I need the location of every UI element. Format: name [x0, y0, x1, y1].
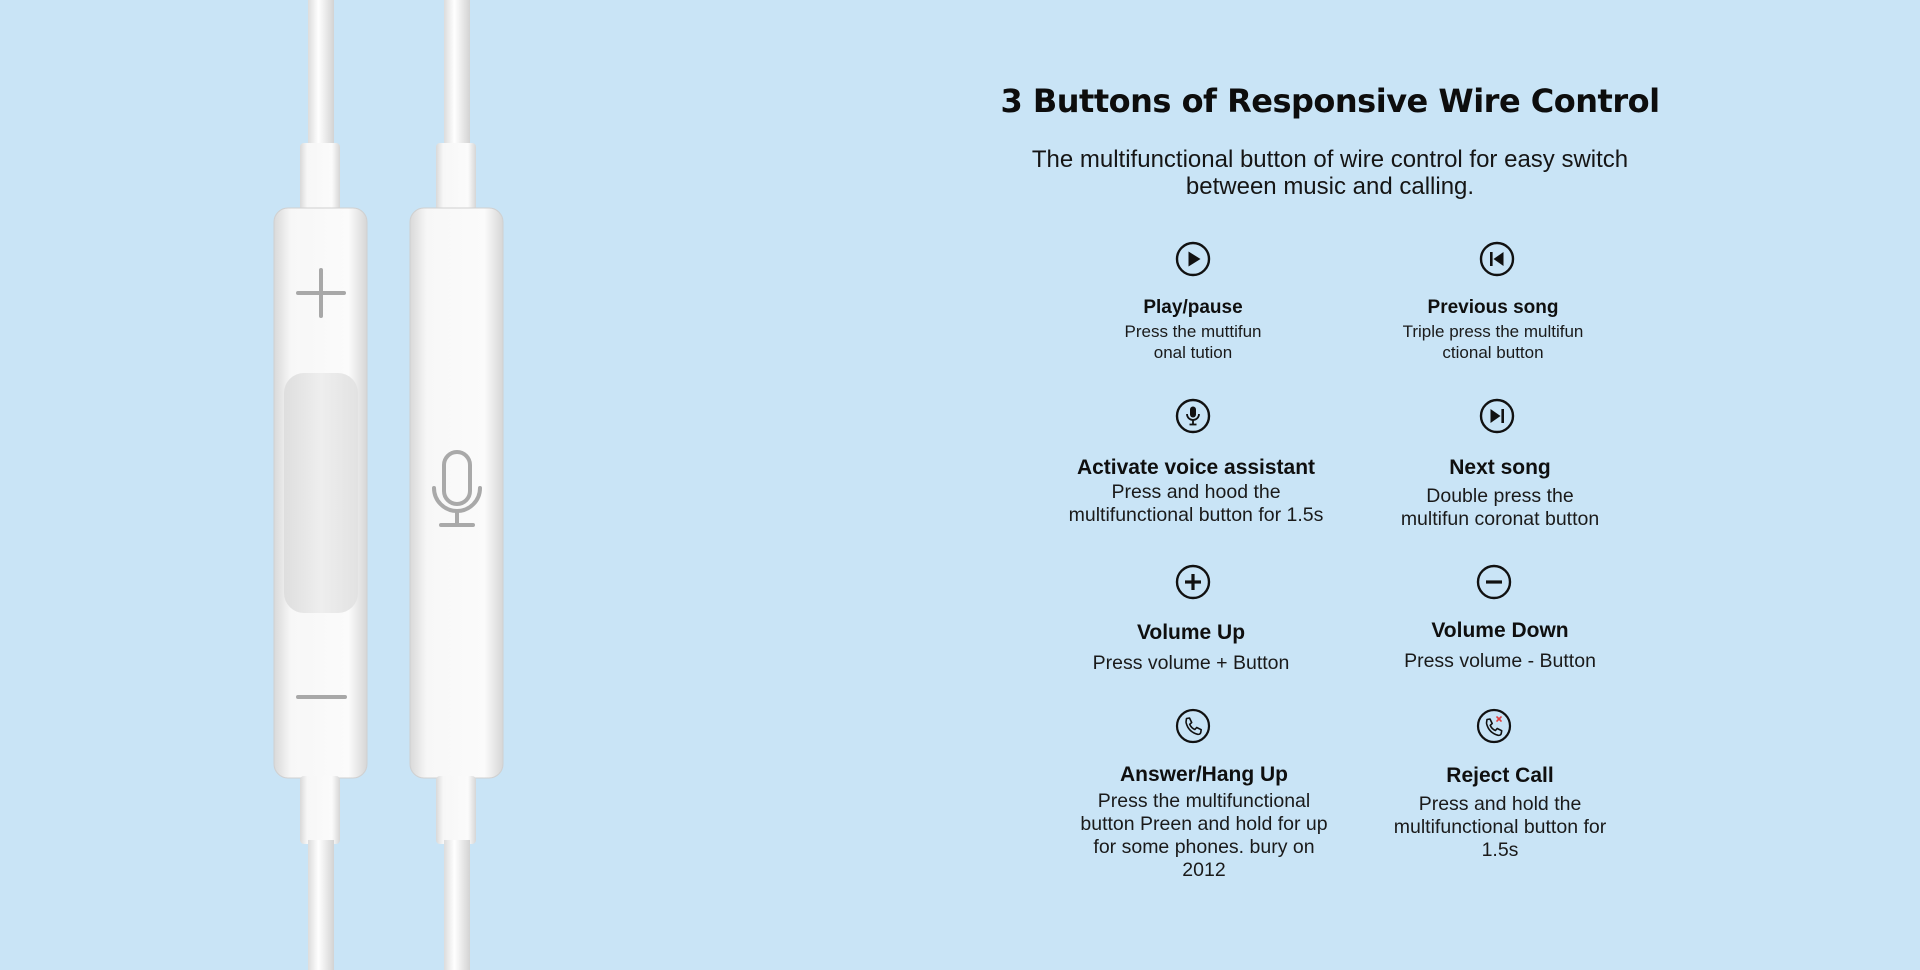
play-icon [1175, 241, 1211, 277]
feature-previous-song [1343, 241, 1643, 363]
reject-call-icon [1476, 708, 1512, 744]
feature-answer-hang-up [1054, 708, 1354, 882]
feature-description: Triple press the multifun ctional button [1402, 322, 1584, 362]
feature-description: Press volume - Button [1404, 650, 1596, 672]
feature-description: Press the multifunctional button Preen and hold for up for some phones. bury on 2012 [1080, 790, 1328, 881]
earphone-remote-illustration [0, 0, 560, 970]
feature-title: Next song [1449, 456, 1551, 479]
feature-title: Answer/Hang Up [1119, 763, 1289, 786]
feature-title: Volume Up [1136, 621, 1246, 644]
feature-description: Press and hold the multifunctional button for 1.5s [1393, 793, 1607, 861]
feature-description: Press the muttifun onal tution [1124, 322, 1262, 362]
previous-track-icon [1479, 241, 1515, 277]
feature-title: Reject Call [1446, 764, 1554, 787]
remote-right [410, 0, 503, 970]
feature-next-song [1350, 398, 1650, 531]
feature-title: Volume Down [1431, 619, 1569, 642]
feature-title: Play/pause [1143, 297, 1243, 318]
remote-left [274, 0, 367, 970]
phone-icon [1175, 708, 1211, 744]
feature-volume-down [1350, 564, 1650, 673]
volume-up-icon [1175, 564, 1211, 600]
feature-reject-call [1350, 708, 1650, 862]
feature-voice-assistant [1046, 398, 1346, 527]
next-track-icon [1479, 398, 1515, 434]
feature-description: Press volume + Button [1092, 652, 1290, 674]
feature-volume-up [1041, 564, 1341, 675]
microphone-icon [1175, 398, 1211, 434]
volume-down-icon [1476, 564, 1512, 600]
page-title: 3 Buttons of Responsive Wire Control [1000, 82, 1660, 120]
slider-recess [284, 373, 358, 613]
feature-description: Double press the multifun coronat button [1400, 485, 1600, 530]
feature-title: Previous song [1427, 297, 1559, 318]
feature-play-pause [1043, 241, 1343, 363]
feature-description: Press and hood the multifunctional button for 1.5s [1068, 481, 1324, 526]
page-subtitle: The multifunctional button of wire control for easy switch between music and calling. [1031, 146, 1629, 200]
feature-title: Activate voice assistant [1076, 456, 1316, 479]
